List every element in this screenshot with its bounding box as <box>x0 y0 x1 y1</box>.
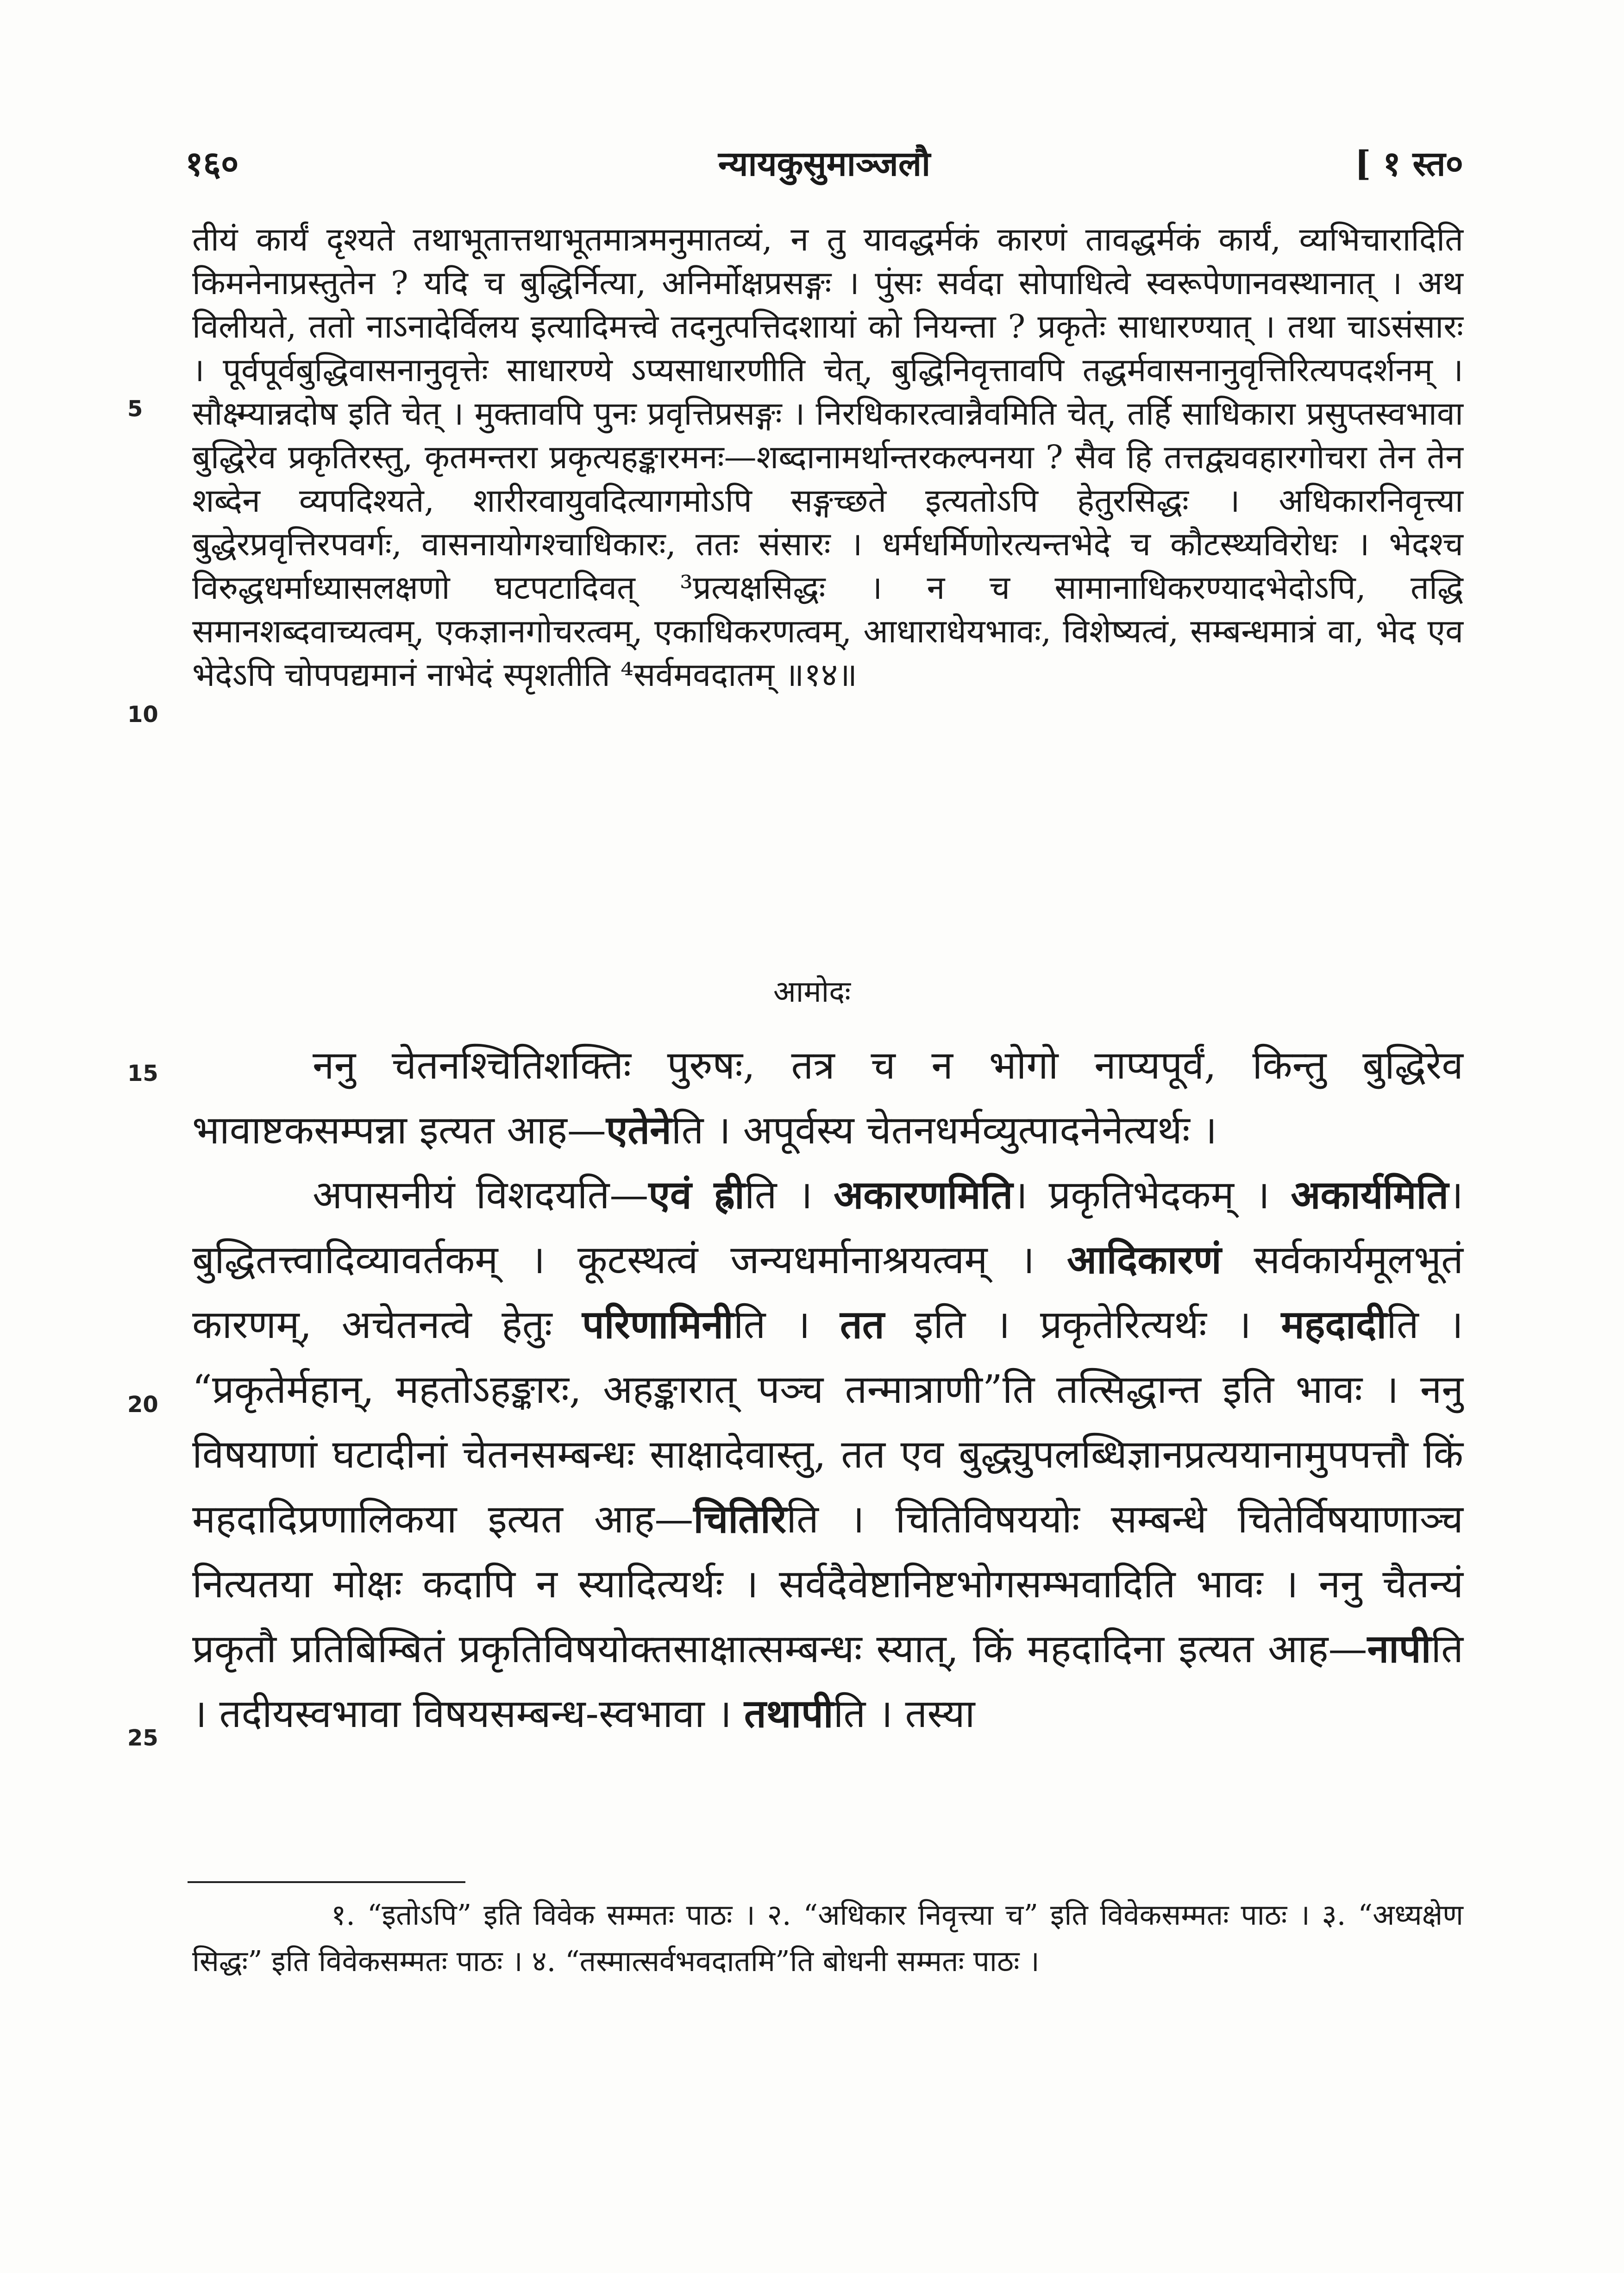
commentary-paragraph-1: ननु चेतनश्चितिशक्तिः पुरुषः, तत्र च न भोगो नाप्यपूर्वं, किन्तु बुद्धिरेव भावाष्टकसम्पन्ना इत्यत आह—एतेनेति । अपूर्वस्य चेतनधर्मव्युत्पादनेनेत्यर्थः । <box>192 1042 1463 1153</box>
main-text <box>192 218 1463 697</box>
section-marker: [ १ स्त० <box>1354 144 1463 184</box>
main-paragraph: तीयं कार्यं दृश्यते तथाभूतात्तथाभूतमात्रमनुमातव्यं, न तु यावद्धर्मकं कारणं तावद्धर्मकं कार्यं, व्यभिचारादिति किमनेनाप्रस्तुतेन ? यदि च बुद्धिर्नित्या, अनिर्मोक्षप्रसङ्गः । पुंसः सर्वदा सोपाधित्वे स्वरूपेणानवस्थानात् । अथ विलीयते, ततो नाऽनादेर्विलय इत्यादिमत्त्वे तदनुत्पत्तिदशायां को नियन्ता ? प्रकृतेः साधारण्यात् । तथा चाऽसंसारः । पूर्वपूर्वबुद्धिवासनानुवृत्तेः साधारण्ये ऽप्यसाधारणीति चेत्, बुद्धिनिवृत्तावपि तद्धर्मवासनानुवृत्तिरित्यपदर्शनम् । सौक्ष्म्यान्नदोष इति चेत् । मुक्तावपि पुनः प्रवृत्तिप्रसङ्गः । निरधिकारत्वान्नैवमिति चेत्, तर्हि साधिकारा प्रसुप्तस्वभावा बुद्धिरेव प्रकृतिरस्तु, कृतमन्तरा प्रकृत्यहङ्कारमनः—शब्दानामर्थान्तरकल्पनया ? सैव हि तत्तद्व्यवहारगोचरा तेन तेन शब्देन व्यपदिश्यते, शारीरवायुवदित्यागमोऽपि सङ्गच्छते इत्यतोऽपि हेतुरसिद्धः । अधिकारनिवृत्त्या बुद्धेरप्रवृत्तिरपवर्गः, वासनायोगश्चाधिकारः, ततः संसारः । धर्मधर्मिणोरत्यन्तभेदे च कौटस्थ्यविरोधः । भेदश्च विरुद्धधर्माध्यासलक्षणो घटपटादिवत् ³प्रत्यक्षसिद्धः । न च सामानाधिकरण्यादभेदोऽपि, तद्धि समानशब्दवाच्यत्वम्, एकज्ञानगोचरत्वम्, एकाधिकरणत्वम्, आधाराधेयभावः, विशेष्यत्वं, सम्बन्धमात्रं वा, भेद एव भेदेऽपि चोपपद्यमानं नाभेदं स्पृशतीति ⁴सर्वमवदातम् ॥१४॥ <box>192 220 1463 694</box>
running-title: न्यायकुसुमाञ्जलौ <box>718 144 931 184</box>
line-number-5: 5 <box>127 396 143 422</box>
lemma: तत <box>840 1301 884 1347</box>
lemma: अकार्यमिति <box>1291 1172 1449 1218</box>
footnotes <box>192 1892 1463 1984</box>
commentary-text <box>192 1033 1463 1746</box>
running-header <box>185 139 1463 190</box>
lemma: नापी <box>1367 1626 1431 1671</box>
footnote-text: १. “इतोऽपि” इति विवेक सम्मतः पाठः । २. “अधिकार निवृत्त्या च” इति विवेकसम्मतः पाठः । ३. “अध्यक्षेण सिद्धः” इति विवेकसम्मतः पाठः । ४. “तस्मात्सर्वभवदातमि”ति बोधनी सम्मतः पाठः । <box>192 1898 1463 1978</box>
lemma: महदादी <box>1281 1301 1387 1347</box>
lemma: परिणामिनी <box>582 1301 734 1347</box>
lemma: एतेने <box>606 1107 671 1153</box>
page-number: १६० <box>185 144 239 184</box>
lemma: आदिकारणं <box>1067 1237 1222 1282</box>
lemma: चितिरि <box>693 1496 787 1542</box>
line-number-10: 10 <box>127 702 158 728</box>
commentary-paragraph-2: अपासनीयं विशदयति—एवं ह्रीति । अकारणमिति। प्रकृतिभेदकम् । अकार्यमिति। बुद्धितत्त्वादिव्यावर्तकम् । कूटस्थत्वं जन्यधर्मानाश्रयत्वम् । आदिकारणं सर्वकार्यमूलभूतं कारणम्, अचेतनत्वे हेतुः परिणामिनीति । तत इति । प्रकृतेरित्यर्थः । महदादीति । “प्रकृतेर्महान्, महतोऽहङ्कारः, अहङ्कारात् पञ्च तन्मात्राणी”ति तत्सिद्धान्त इति भावः । ननु विषयाणां घटादीनां चेतनसम्बन्धः साक्षादेवास्तु, तत एव बुद्ध्युपलब्धिज्ञानप्रत्ययानामुपपत्तौ किं महदादिप्रणालिकया इत्यत आह—चितिरिति । चितिविषययोः सम्बन्धे चितेर्विषयाणाञ्च नित्यतया मोक्षः कदापि न स्यादित्यर्थः । सर्वदैवेष्टानिष्टभोगसम्भवादिति भावः । ननु चैतन्यं प्रकृतौ प्रतिबिम्बितं प्रकृतिविषयोक्तसाक्षात्सम्बन्धः स्यात्, किं महदादिना इत्यत आह—नापीति । तदीयस्वभावा विषयसम्बन्ध-स्वभावा । तथापीति । तस्या <box>192 1172 1464 1736</box>
footnote-divider <box>188 1881 465 1883</box>
lemma: एवं ह्री <box>648 1172 745 1218</box>
commentary-heading: आमोदः <box>773 975 851 1009</box>
line-number-15: 15 <box>127 1061 158 1086</box>
lemma: तथापी <box>744 1690 834 1736</box>
line-number-20: 20 <box>127 1392 158 1418</box>
line-number-25: 25 <box>127 1725 158 1751</box>
lemma: अकारणमिति <box>834 1172 1013 1218</box>
